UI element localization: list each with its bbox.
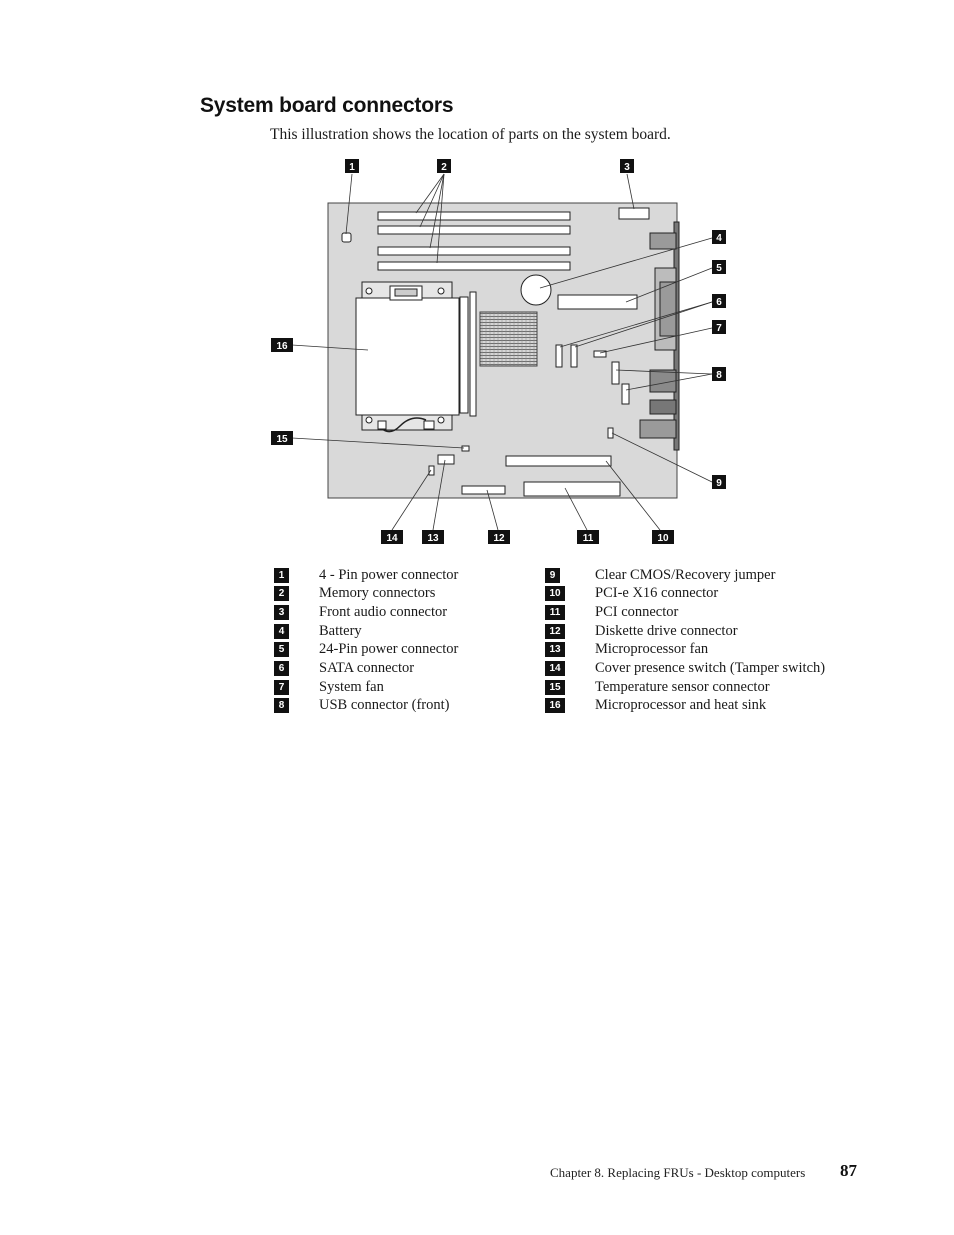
legend-label-13: Microprocessor fan bbox=[595, 641, 709, 657]
callout-6 bbox=[712, 294, 726, 308]
callout-5 bbox=[712, 260, 726, 274]
legend-label-15: Temperature sensor connector bbox=[595, 679, 770, 695]
callout-12-number: 12 bbox=[493, 533, 505, 544]
legend-badge-7: 7 bbox=[274, 680, 289, 695]
cpu-fan-part bbox=[438, 455, 454, 464]
system-board-diagram bbox=[0, 0, 954, 560]
four-pin-power-part bbox=[342, 233, 351, 242]
page-number: 87 bbox=[840, 1161, 857, 1180]
legend-label-9: Clear CMOS/Recovery jumper bbox=[595, 567, 776, 583]
callout-3 bbox=[620, 159, 634, 173]
legend-badge-16: 16 bbox=[545, 698, 565, 713]
temp-sensor-part bbox=[462, 446, 469, 451]
legend-badge-2: 2 bbox=[274, 586, 289, 601]
callout-13 bbox=[422, 530, 444, 544]
legend-badge-13: 13 bbox=[545, 642, 565, 657]
callout-2 bbox=[437, 159, 451, 173]
callout-9 bbox=[712, 475, 726, 489]
legend-badge-15: 15 bbox=[545, 680, 565, 695]
24-pin-power-part bbox=[558, 295, 637, 309]
chipset-heatsink bbox=[480, 312, 537, 366]
legend-label-14: Cover presence switch (Tamper switch) bbox=[595, 660, 826, 676]
callout-7-number: 7 bbox=[716, 323, 722, 334]
legend-label-5: 24-Pin power connector bbox=[319, 641, 459, 657]
callout-8 bbox=[712, 367, 726, 381]
legend-badge-3: 3 bbox=[274, 605, 289, 620]
callout-15 bbox=[271, 431, 293, 445]
callout-11 bbox=[577, 530, 599, 544]
callout-10 bbox=[652, 530, 674, 544]
legend-label-6: SATA connector bbox=[319, 660, 415, 676]
diskette-part bbox=[462, 486, 505, 494]
processor-module bbox=[356, 282, 476, 432]
legend-badge-4: 4 bbox=[274, 624, 289, 639]
callout-2-number: 2 bbox=[441, 162, 447, 173]
callout-13-number: 13 bbox=[427, 533, 439, 544]
tamper-switch-part bbox=[429, 466, 434, 475]
front-audio-part bbox=[619, 208, 649, 219]
legend-badge-6: 6 bbox=[274, 661, 289, 676]
footer-chapter-title: Chapter 8. Replacing FRUs - Desktop computers bbox=[550, 1165, 806, 1180]
callout-4 bbox=[712, 230, 726, 244]
legend-badge-11: 11 bbox=[545, 605, 565, 620]
legend-label-11: PCI connector bbox=[595, 604, 679, 620]
callout-8-number: 8 bbox=[716, 370, 722, 381]
legend-badge-9: 9 bbox=[545, 568, 560, 583]
pcie-x16-part bbox=[506, 456, 611, 466]
legend-label-2: Memory connectors bbox=[319, 585, 436, 601]
legend-label-3: Front audio connector bbox=[319, 604, 448, 620]
legend-label-4: Battery bbox=[319, 623, 362, 639]
callout-1-number: 1 bbox=[349, 162, 355, 173]
pci-part bbox=[524, 482, 620, 496]
legend-label-8: USB connector (front) bbox=[319, 697, 450, 713]
legend-badge-1: 1 bbox=[274, 568, 289, 583]
callout-3-number: 3 bbox=[624, 162, 630, 173]
legend-badge-12: 12 bbox=[545, 624, 565, 639]
callout-16 bbox=[271, 338, 293, 352]
legend-badge-10: 10 bbox=[545, 586, 565, 601]
legend-label-10: PCI-e X16 connector bbox=[595, 585, 719, 601]
intro-paragraph: This illustration shows the location of parts on the system board. bbox=[270, 126, 671, 143]
callout-14-number: 14 bbox=[386, 533, 398, 544]
legend-badge-8: 8 bbox=[274, 698, 289, 713]
legend-label-12: Diskette drive connector bbox=[595, 623, 738, 639]
callout-4-number: 4 bbox=[716, 233, 722, 244]
legend-badge-14: 14 bbox=[545, 661, 565, 676]
callout-15-number: 15 bbox=[276, 434, 288, 445]
callout-16-number: 16 bbox=[276, 341, 288, 352]
callout-1 bbox=[345, 159, 359, 173]
callout-7 bbox=[712, 320, 726, 334]
battery-part bbox=[521, 275, 551, 305]
legend-label-1: 4 - Pin power connector bbox=[319, 567, 459, 583]
callout-10-number: 10 bbox=[657, 533, 669, 544]
page-heading: System board connectors bbox=[200, 94, 454, 117]
callout-6-number: 6 bbox=[716, 297, 722, 308]
callout-5-number: 5 bbox=[716, 263, 722, 274]
callout-14 bbox=[381, 530, 403, 544]
legend-badge-5: 5 bbox=[274, 642, 289, 657]
legend-label-7: System fan bbox=[319, 679, 384, 695]
legend-label-16: Microprocessor and heat sink bbox=[595, 697, 767, 713]
callout-12 bbox=[488, 530, 510, 544]
callout-9-number: 9 bbox=[716, 478, 722, 489]
callout-11-number: 11 bbox=[582, 533, 594, 544]
